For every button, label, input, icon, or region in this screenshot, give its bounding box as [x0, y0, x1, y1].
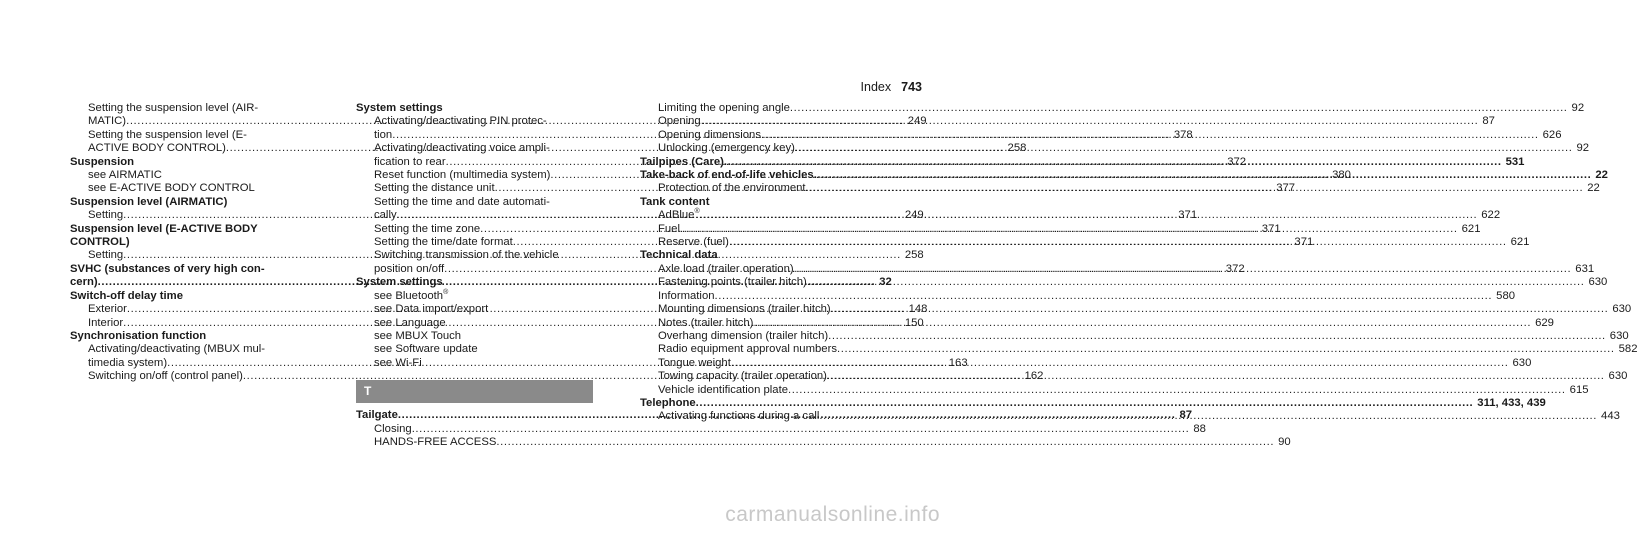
index-line — [88, 343, 334, 356]
index-line — [374, 317, 593, 330]
page-reference: 90 — [1278, 435, 1291, 448]
dot-leader — [837, 343, 1615, 356]
index-subentry — [356, 317, 593, 330]
page-reference: 531 — [1505, 155, 1525, 168]
index-term: Activating/deactivating voice ampli- — [374, 142, 550, 155]
page-reference: 621 — [1510, 236, 1530, 249]
registered-mark: ® — [443, 288, 449, 296]
index-term: Fuel — [658, 222, 680, 235]
dot-leader — [724, 156, 1502, 169]
page-number: 743 — [901, 80, 922, 94]
index-subentry — [356, 422, 1206, 436]
page-reference: 32 — [879, 276, 892, 289]
index-term: Fastening points (trailer hitch) — [658, 276, 807, 289]
index-term: HANDS-FREE ACCESS — [374, 435, 497, 448]
registered-mark: ® — [694, 208, 700, 216]
index-subentry — [356, 435, 1291, 449]
index-term: Suspension level (E-ACTIVE BODY — [70, 222, 258, 235]
index-term: see E-ACTIVE BODY CONTROL — [88, 182, 255, 195]
index-line — [640, 396, 1546, 410]
index-line — [658, 343, 1637, 356]
index-heading — [70, 330, 334, 343]
index-term: Setting the time and date automati- — [374, 195, 550, 208]
index-term: Tank content — [640, 195, 710, 208]
index-line — [70, 236, 334, 249]
page-reference: 372 — [1225, 262, 1245, 275]
index-heading — [356, 102, 593, 115]
dot-leader — [680, 223, 1458, 236]
dot-leader — [753, 317, 1531, 330]
dot-leader — [731, 357, 1509, 370]
index-line — [88, 102, 334, 115]
page-reference: 249 — [904, 209, 924, 222]
index-term: Notes (trailer hitch) — [658, 316, 754, 329]
page-reference: 249 — [907, 115, 927, 128]
dot-leader — [761, 129, 1539, 142]
index-term: System settings — [356, 102, 443, 114]
page-reference: 87 — [1482, 115, 1495, 128]
index-term: Opening dimensions — [658, 128, 761, 141]
page-reference: 380 — [1332, 169, 1351, 182]
dot-leader — [794, 263, 1572, 276]
index-term: Switching transmission of the vehicle — [374, 249, 559, 262]
index-line — [658, 102, 1585, 115]
page-reference: 92 — [1576, 142, 1590, 155]
index-term: Unlocking (emergency key) — [658, 142, 795, 155]
index-term: Reset function (multimedia system) — [374, 169, 551, 182]
index-term: Setting the suspension level (AIR- — [88, 102, 259, 114]
page-reference: 582 — [1618, 343, 1637, 356]
index-heading — [70, 196, 334, 209]
index-term: see Data import/export — [374, 303, 489, 316]
page-reference: 630 — [1512, 356, 1532, 369]
index-subentry — [640, 102, 1585, 115]
index-line — [356, 102, 593, 115]
index-term: see Language — [374, 316, 446, 329]
index-term: Exterior — [88, 303, 127, 316]
index-line — [70, 223, 334, 236]
index-term: Tailgate — [356, 409, 398, 422]
page-reference: 92 — [1571, 102, 1585, 114]
dot-leader — [790, 102, 1568, 115]
index-subentry — [640, 289, 1516, 303]
page-reference: 88 — [1193, 422, 1206, 435]
index-line — [374, 303, 593, 316]
page-reference: 87 — [1179, 409, 1193, 422]
dot-leader — [788, 384, 1566, 397]
index-line — [70, 290, 334, 303]
index-line — [88, 129, 334, 142]
index-label: Index — [860, 80, 892, 94]
index-subentry — [356, 357, 593, 370]
index-line — [356, 276, 593, 289]
index-subentry — [640, 329, 1629, 343]
index-line — [70, 196, 334, 209]
index-term: see Wi-Fi — [374, 356, 422, 369]
index-line — [658, 383, 1589, 397]
page-reference: 630 — [1608, 370, 1628, 383]
index-line — [374, 330, 593, 343]
page-reference: 162 — [1024, 370, 1044, 383]
index-line — [374, 422, 1206, 436]
dot-leader — [696, 397, 1474, 410]
dot-leader — [806, 182, 1584, 195]
index-term: SVHC (substances of very high con- — [70, 262, 265, 275]
index-term: Towing capacity (trailer operation) — [658, 370, 827, 383]
dot-leader — [814, 169, 1592, 182]
index-heading — [70, 156, 334, 169]
index-line — [70, 156, 334, 169]
dot-leader — [715, 290, 1493, 303]
index-term: timedia system) — [88, 356, 168, 369]
index-term: Take-back of end-of-life vehicles — [640, 169, 814, 182]
index-term: see AIRMATIC — [88, 169, 162, 182]
index-term: Limiting the opening angle — [658, 102, 790, 114]
page-reference: 622 — [1481, 209, 1501, 222]
page-reference: 615 — [1569, 383, 1589, 396]
index-subentry — [356, 303, 593, 316]
index-line — [374, 435, 1291, 449]
index-line — [88, 182, 334, 195]
index-term: Closing — [374, 422, 412, 435]
index-heading — [640, 196, 904, 209]
index-term: Radio equipment approval numbers — [658, 343, 837, 356]
page-reference: 150 — [904, 316, 924, 329]
index-line — [374, 196, 593, 209]
index-term: Reserve (fuel) — [658, 236, 729, 249]
index-term: Setting — [88, 209, 124, 222]
index-term: Protection of the environment — [658, 182, 806, 195]
index-term: Setting the suspension level (E- — [88, 128, 247, 141]
index-term: tion — [374, 128, 393, 141]
dot-leader — [701, 115, 1479, 128]
index-line — [374, 343, 593, 356]
index-term: Overhang dimension (trailer hitch) — [658, 329, 829, 342]
index-heading — [640, 249, 904, 262]
index-term: CONTROL) — [70, 236, 130, 249]
index-subentry — [640, 343, 1637, 356]
index-term: Tongue weight — [658, 356, 731, 369]
page-reference: 621 — [1461, 222, 1481, 235]
page-reference: 630 — [1612, 303, 1632, 316]
index-term: Technical data — [640, 249, 718, 262]
watermark: carmanualsonline.info — [725, 503, 940, 526]
index-term: Vehicle identification plate — [658, 383, 789, 396]
index-heading — [356, 276, 593, 289]
page-reference: 371 — [1178, 209, 1198, 222]
index-line — [640, 249, 904, 262]
index-term: Activating/deactivating (MBUX mul- — [88, 343, 266, 356]
index-heading — [640, 396, 1546, 410]
index-term: Mounting dimensions (trailer hitch) — [658, 303, 831, 316]
index-term: Activating functions during a call — [658, 410, 820, 423]
index-line — [374, 249, 593, 262]
index-term: Setting the time/date format — [374, 236, 513, 249]
index-heading — [70, 223, 334, 250]
index-line — [88, 169, 334, 182]
page-reference: 378 — [1173, 128, 1193, 141]
page-header — [861, 80, 922, 94]
index-term: Setting the time zone — [374, 222, 481, 235]
index-term: position on/off — [374, 262, 445, 275]
index-term: System settings — [356, 276, 443, 289]
page-reference: 22 — [1595, 169, 1608, 182]
index-subentry — [70, 169, 334, 182]
index-term: Setting — [88, 249, 124, 262]
index-heading — [70, 290, 334, 303]
dot-leader — [412, 423, 1190, 436]
index-term: ACTIVE BODY CONTROL) — [88, 142, 226, 155]
index-line — [374, 290, 593, 303]
index-line — [658, 289, 1516, 303]
index-term: Interior — [88, 316, 124, 329]
index-line — [640, 196, 904, 209]
index-term: see Bluetooth® — [374, 288, 449, 302]
page-reference: 258 — [1007, 142, 1027, 155]
page-reference: 377 — [1276, 182, 1296, 195]
index-subentry — [70, 182, 334, 195]
index-term: MATIC) — [88, 115, 127, 128]
index-term: Activating/deactivating PIN protec- — [374, 115, 547, 128]
page-reference: 631 — [1575, 262, 1595, 275]
page-reference: 372 — [1227, 155, 1247, 168]
index-line — [70, 330, 334, 343]
index-term: Switch-off delay time — [70, 289, 183, 302]
index-subentry — [640, 383, 1589, 397]
index-line — [658, 329, 1629, 343]
page-reference: 371 — [1261, 222, 1281, 235]
index-line — [374, 142, 593, 155]
dot-leader — [807, 276, 1585, 289]
index-line — [70, 263, 334, 276]
index-line — [374, 357, 593, 370]
dot-leader — [827, 370, 1605, 383]
page-reference: 630 — [1588, 276, 1608, 289]
page-reference: 626 — [1542, 128, 1562, 141]
page-reference: 443 — [1601, 410, 1620, 423]
index-term: Switching on/off (control panel) — [88, 370, 243, 383]
index-line — [374, 115, 593, 128]
page-reference: 311, 433, 439 — [1477, 396, 1546, 409]
index-term: see MBUX Touch — [374, 329, 462, 342]
index-term: cally — [374, 209, 397, 222]
index-line — [658, 276, 1608, 289]
index-term: cern) — [70, 276, 98, 289]
section-letter-bar: T — [356, 380, 593, 403]
index-term: Synchronisation function — [70, 329, 207, 342]
dot-leader — [496, 436, 1274, 449]
page-reference: 371 — [1294, 236, 1314, 249]
dot-leader — [831, 303, 1609, 316]
page-reference: 148 — [908, 303, 928, 316]
dot-leader — [700, 209, 1478, 222]
page-reference: 629 — [1535, 316, 1554, 329]
page-reference: 580 — [1496, 289, 1516, 302]
page-reference: 163 — [948, 356, 968, 369]
page-reference: 22 — [1587, 182, 1600, 195]
index-term: Axle load (trailer operation) — [658, 262, 794, 275]
dot-leader — [828, 330, 1606, 343]
index-subentry — [640, 276, 1608, 289]
index-term: Opening — [658, 115, 701, 128]
dot-leader — [819, 410, 1597, 423]
index-term: Telephone — [640, 396, 696, 409]
dot-leader — [795, 142, 1573, 155]
index-term: Suspension — [70, 155, 135, 168]
index-term: Information — [658, 289, 715, 302]
index-term: Tailpipes (Care) — [640, 155, 724, 168]
index-term: AdBlue® — [658, 208, 700, 222]
index-subentry — [356, 343, 593, 356]
dot-leader — [729, 236, 1507, 249]
index-term: fication to rear — [374, 155, 446, 168]
index-term: see Software update — [374, 343, 478, 356]
page-reference: 258 — [904, 249, 924, 262]
index-term: Setting the distance unit — [374, 182, 495, 195]
page-reference: 630 — [1609, 329, 1629, 342]
index-subentry — [356, 330, 593, 343]
index-subentry — [356, 290, 593, 303]
index-term: Suspension level (AIRMATIC) — [70, 195, 228, 208]
